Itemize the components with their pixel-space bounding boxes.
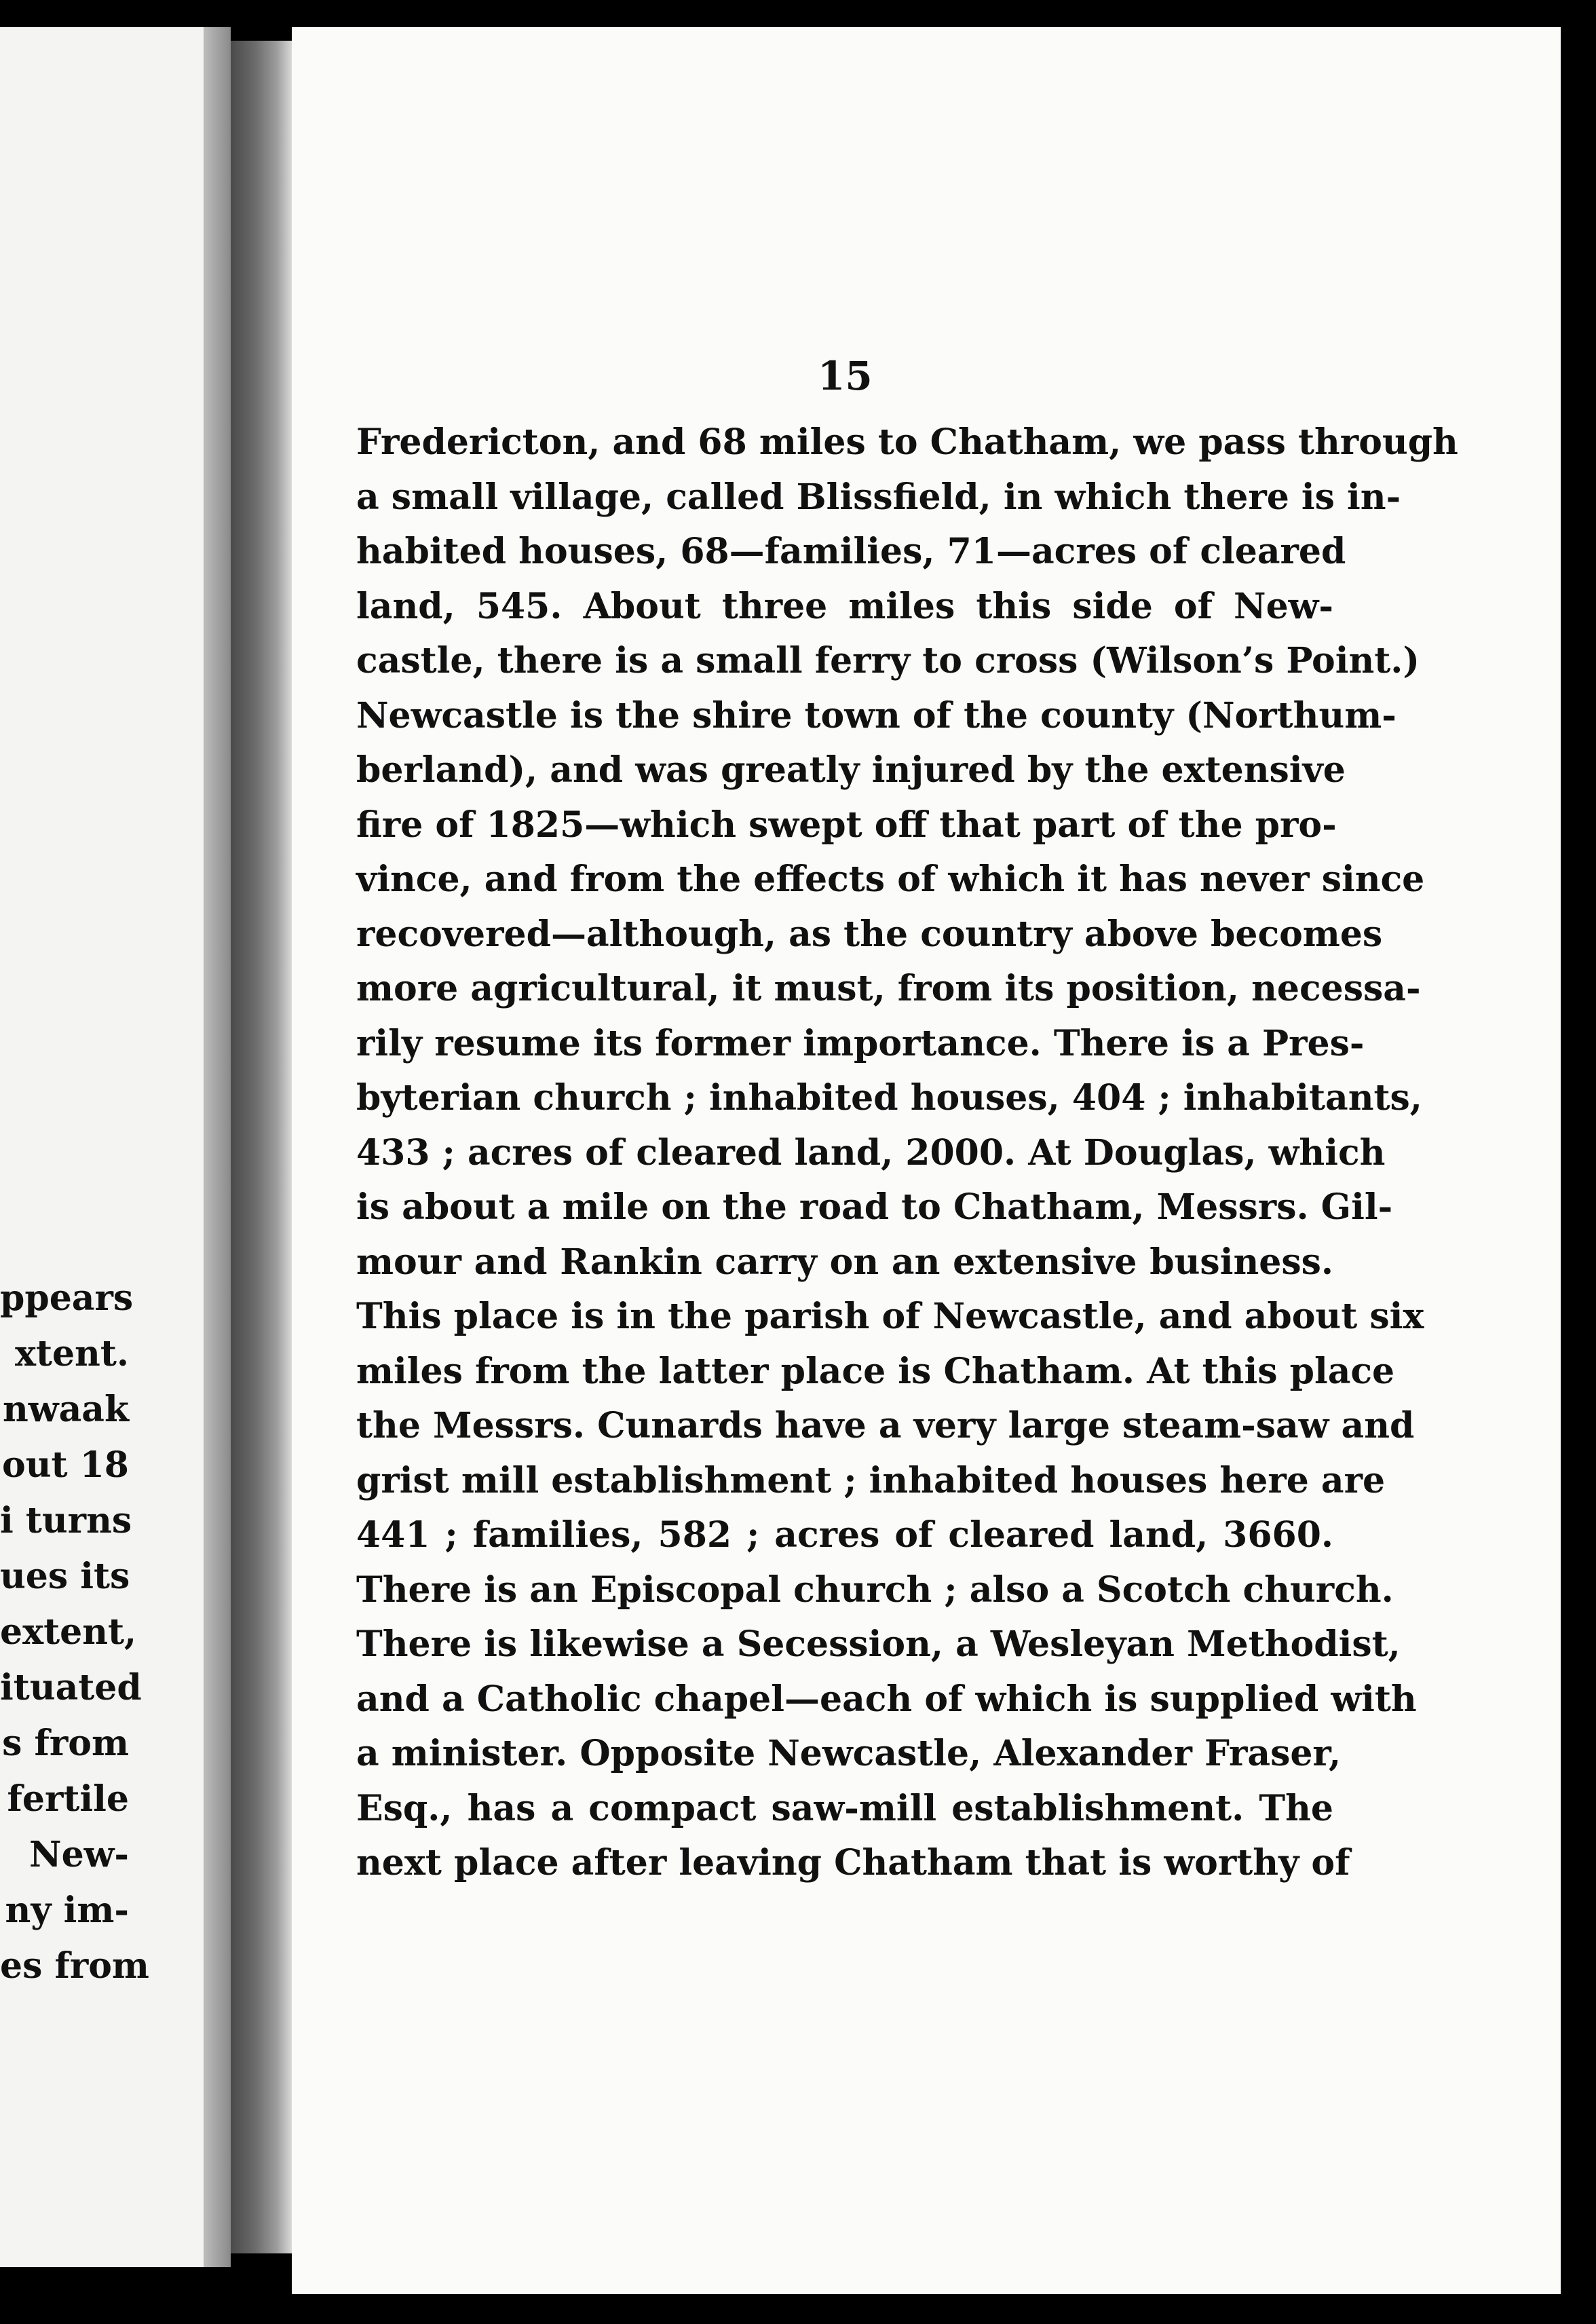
text-line: land, 545. About three miles this side of New-: [356, 585, 1333, 627]
text-line: recovered—although, as the country above becomes: [356, 913, 1383, 955]
text-line: next place after leaving Chatham that is worthy of: [356, 1842, 1350, 1883]
text-line: and a Catholic chapel—each of which is supplied with: [356, 1678, 1417, 1720]
text-line: This place is in the parish of Newcastle, and about six: [356, 1296, 1424, 1337]
text-line: There is likewise a Secession, a Wesleyan Methodist,: [356, 1624, 1401, 1665]
previous-page-line: New-: [29, 1834, 129, 1875]
previous-page-line: es from: [0, 1945, 149, 1987]
text-line: Esq., has a compact saw-mill establishment. The: [356, 1787, 1333, 1829]
text-line: a minister. Opposite Newcastle, Alexander Fraser,: [356, 1733, 1342, 1774]
previous-page-line: ppears: [0, 1277, 134, 1319]
text-line: more agricultural, it must, from its position, necessa-: [356, 968, 1421, 1009]
text-line: habited houses, 68—families, 71—acres of cleared: [356, 531, 1346, 572]
text-line: is about a mile on the road to Chatham, Messrs. Gil-: [356, 1186, 1393, 1228]
text-line: There is an Episcopal church ; also a Scotch church.: [356, 1569, 1394, 1611]
text-line: a small village, called Blissfield, in which there is in-: [356, 476, 1401, 518]
previous-page-line: out 18: [2, 1444, 129, 1486]
previous-page-text: [0, 1271, 204, 1994]
text-line: berland), and was greatly injured by the extensive: [356, 749, 1346, 791]
text-line: vince, and from the effects of which it has never since: [356, 859, 1425, 900]
text-line: Newcastle is the shire town of the county (Northum-: [356, 694, 1396, 736]
text-line: 433 ; acres of cleared land, 2000. At Douglas, which: [356, 1131, 1386, 1174]
book-gutter: [231, 41, 292, 2253]
previous-page-line: xtent.: [14, 1333, 129, 1374]
previous-page-line: i turns: [0, 1500, 132, 1541]
text-line: Fredericton, and 68 miles to Chatham, we pass through: [356, 421, 1458, 463]
text-line: 441 ; families, 582 ; acres of cleared land, 3660.: [356, 1514, 1333, 1556]
previous-page-line: nwaak: [3, 1389, 129, 1430]
previous-page-line: extent,: [0, 1611, 137, 1653]
text-line: the Messrs. Cunards have a very large steam-saw and: [356, 1405, 1415, 1446]
previous-page-edge: [204, 27, 231, 2267]
previous-page-line: ues its: [0, 1556, 130, 1597]
text-line: castle, there is a small ferry to cross (Wilson’s Point.): [356, 640, 1420, 681]
scan-border: [1561, 0, 1596, 2324]
previous-page-fragment: [0, 27, 204, 2267]
text-line: byterian church ; inhabited houses, 404 ; inhabitants,: [356, 1077, 1422, 1119]
previous-page-line: fertile: [7, 1778, 129, 1820]
page-body-text: [356, 415, 1458, 1891]
previous-page-line: ituated: [0, 1667, 142, 1708]
text-line: miles from the latter place is Chatham. At this place: [356, 1350, 1395, 1392]
text-line: grist mill establishment ; inhabited houses here are: [356, 1459, 1386, 1501]
previous-page-line: ny im-: [5, 1890, 129, 1931]
page-number: 15: [818, 353, 873, 399]
text-line: mour and Rankin carry on an extensive business.: [356, 1241, 1333, 1283]
text-line: rily resume its former importance. There is a Pres-: [356, 1022, 1365, 1064]
text-line: fire of 1825—which swept off that part of the pro-: [356, 804, 1337, 846]
previous-page-line: s from: [2, 1723, 129, 1764]
